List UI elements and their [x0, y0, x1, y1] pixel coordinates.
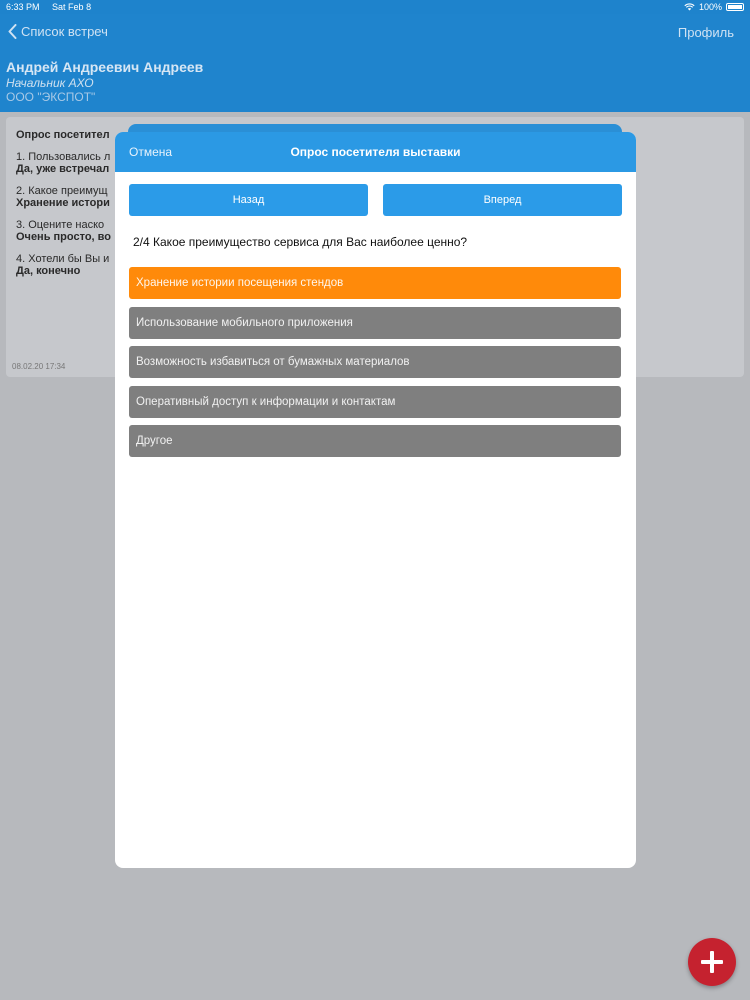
answer-option[interactable]: Использование мобильного приложения	[129, 307, 621, 339]
navigation-bar	[0, 14, 750, 52]
answer-option-selected[interactable]: Хранение истории посещения стендов	[129, 267, 621, 299]
battery-icon	[726, 3, 744, 11]
card-question: 1. Пользовались л	[16, 151, 111, 163]
next-step-button[interactable]: Вперед	[383, 184, 622, 216]
answer-option[interactable]: Оперативный доступ к информации и контактам	[129, 386, 621, 418]
modal-header	[115, 132, 636, 172]
card-question: 2. Какое преимущ	[16, 185, 108, 197]
contact-role: Начальник АХО	[6, 76, 94, 90]
wifi-icon	[684, 3, 695, 11]
card-question: 3. Оцените наско	[16, 219, 105, 231]
cancel-button[interactable]: Отмена	[129, 145, 173, 159]
status-bar	[0, 0, 750, 14]
card-answer: Да, конечно	[16, 265, 81, 277]
back-step-button[interactable]: Назад	[129, 184, 368, 216]
chevron-left-icon	[8, 24, 17, 39]
back-label: Список встреч	[21, 24, 108, 39]
card-question: 4. Хотели бы Вы и	[16, 253, 110, 265]
card-title: Опрос посетител	[16, 129, 110, 141]
contact-header	[0, 52, 750, 112]
add-button[interactable]	[688, 938, 736, 986]
status-date: Sat Feb 8	[52, 2, 92, 12]
answer-options	[129, 267, 621, 465]
answer-option[interactable]: Другое	[129, 425, 621, 457]
survey-navigation	[129, 184, 622, 216]
card-answer: Очень просто, во	[16, 231, 111, 243]
card-answer: Хранение истори	[16, 197, 110, 209]
answer-option[interactable]: Возможность избавиться от бумажных материалов	[129, 346, 621, 378]
battery-percent: 100%	[698, 2, 722, 12]
plus-icon-stroke	[710, 951, 714, 973]
profile-button[interactable]: Профиль	[677, 25, 734, 40]
status-time: 6:33 PM	[6, 2, 40, 12]
question-text: 2/4 Какое преимущество сервиса для Вас наиболее ценно?	[133, 235, 468, 249]
card-answer: Да, уже встречал	[16, 163, 110, 175]
back-button[interactable]	[8, 24, 108, 39]
contact-company: ООО "ЭКСПОТ"	[6, 90, 96, 104]
contact-name: Андрей Андреевич Андреев	[6, 59, 204, 75]
modal-title: Опрос посетителя выставки	[290, 145, 461, 159]
card-date: 08.02.20 17:34	[12, 362, 66, 371]
survey-modal	[115, 132, 636, 868]
